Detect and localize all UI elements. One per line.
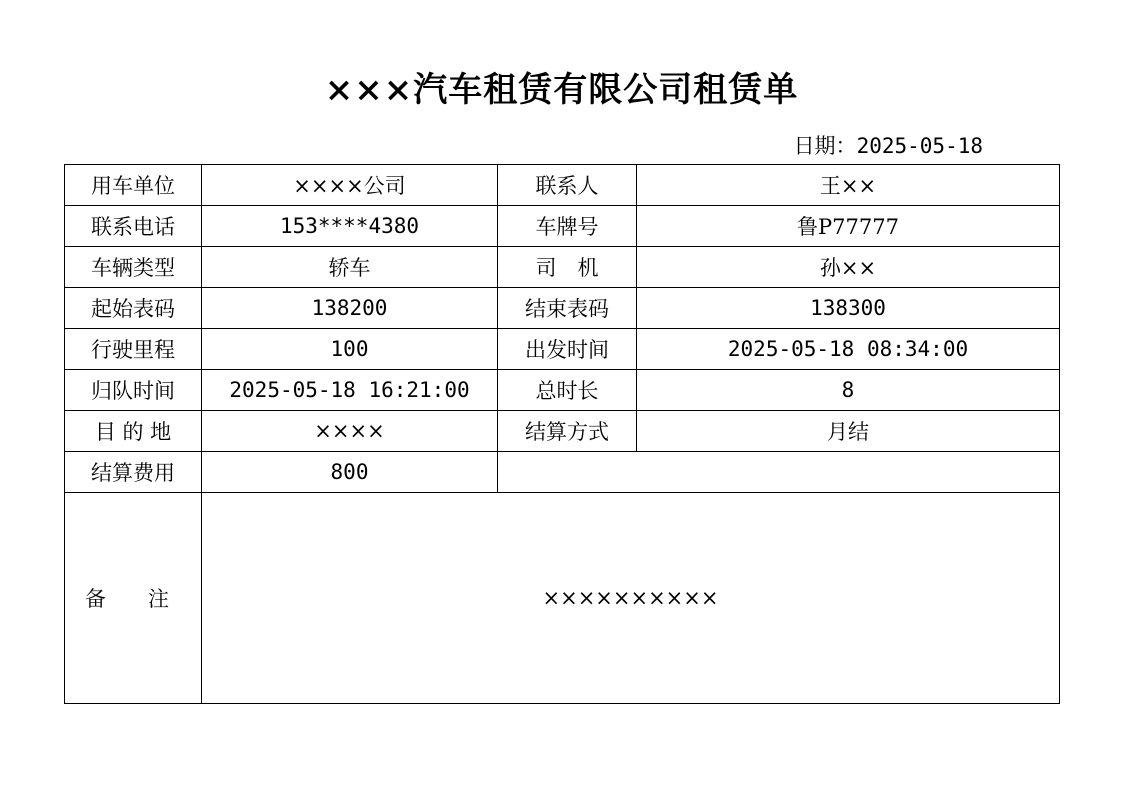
value-cell: 王×× xyxy=(637,165,1060,206)
label-cell: 联系人 xyxy=(498,165,637,206)
rental-form-table xyxy=(64,164,1060,704)
label-cell: 出发时间 xyxy=(498,329,637,370)
value-cell: 2025-05-18 16:21:00 xyxy=(202,370,498,411)
table-row xyxy=(65,165,1060,206)
label-cell: 目 的 地 xyxy=(65,411,202,452)
value-cell: 轿车 xyxy=(202,247,498,288)
remark-row xyxy=(65,493,1060,704)
table-row xyxy=(65,288,1060,329)
remark-label: 备 注 xyxy=(65,493,202,704)
label-cell: 起始表码 xyxy=(65,288,202,329)
label-cell: 车牌号 xyxy=(498,206,637,247)
label-cell: 结束表码 xyxy=(498,288,637,329)
label-cell: 结算费用 xyxy=(65,452,202,493)
value-cell: 鲁P77777 xyxy=(637,206,1060,247)
table-row xyxy=(65,329,1060,370)
label-cell: 归队时间 xyxy=(65,370,202,411)
empty-cell xyxy=(498,452,1060,493)
table-row xyxy=(65,452,1060,493)
value-cell: ××××公司 xyxy=(202,165,498,206)
table-row xyxy=(65,206,1060,247)
value-cell: 100 xyxy=(202,329,498,370)
date-label: 日期： xyxy=(793,134,857,158)
value-cell: 8 xyxy=(637,370,1060,411)
document-title: ×××汽车租赁有限公司租赁单 xyxy=(324,70,799,110)
label-cell: 车辆类型 xyxy=(65,247,202,288)
table-row xyxy=(65,370,1060,411)
value-cell: 138200 xyxy=(202,288,498,329)
label-cell: 司 机 xyxy=(498,247,637,288)
table-row xyxy=(65,411,1060,452)
date-line xyxy=(794,130,983,160)
label-cell: 结算方式 xyxy=(498,411,637,452)
value-cell: 孙×× xyxy=(637,247,1060,288)
value-cell: 月结 xyxy=(637,411,1060,452)
label-cell: 总时长 xyxy=(498,370,637,411)
label-cell: 联系电话 xyxy=(65,206,202,247)
value-cell: ×××× xyxy=(202,411,498,452)
value-cell: 800 xyxy=(202,452,498,493)
value-cell: 138300 xyxy=(637,288,1060,329)
value-cell: 2025-05-18 08:34:00 xyxy=(637,329,1060,370)
label-cell: 用车单位 xyxy=(65,165,202,206)
label-cell: 行驶里程 xyxy=(65,329,202,370)
value-cell: 153****4380 xyxy=(202,206,498,247)
date-value: 2025-05-18 xyxy=(856,134,983,158)
table-row xyxy=(65,247,1060,288)
remark-value: ×××××××××× xyxy=(202,493,1060,704)
